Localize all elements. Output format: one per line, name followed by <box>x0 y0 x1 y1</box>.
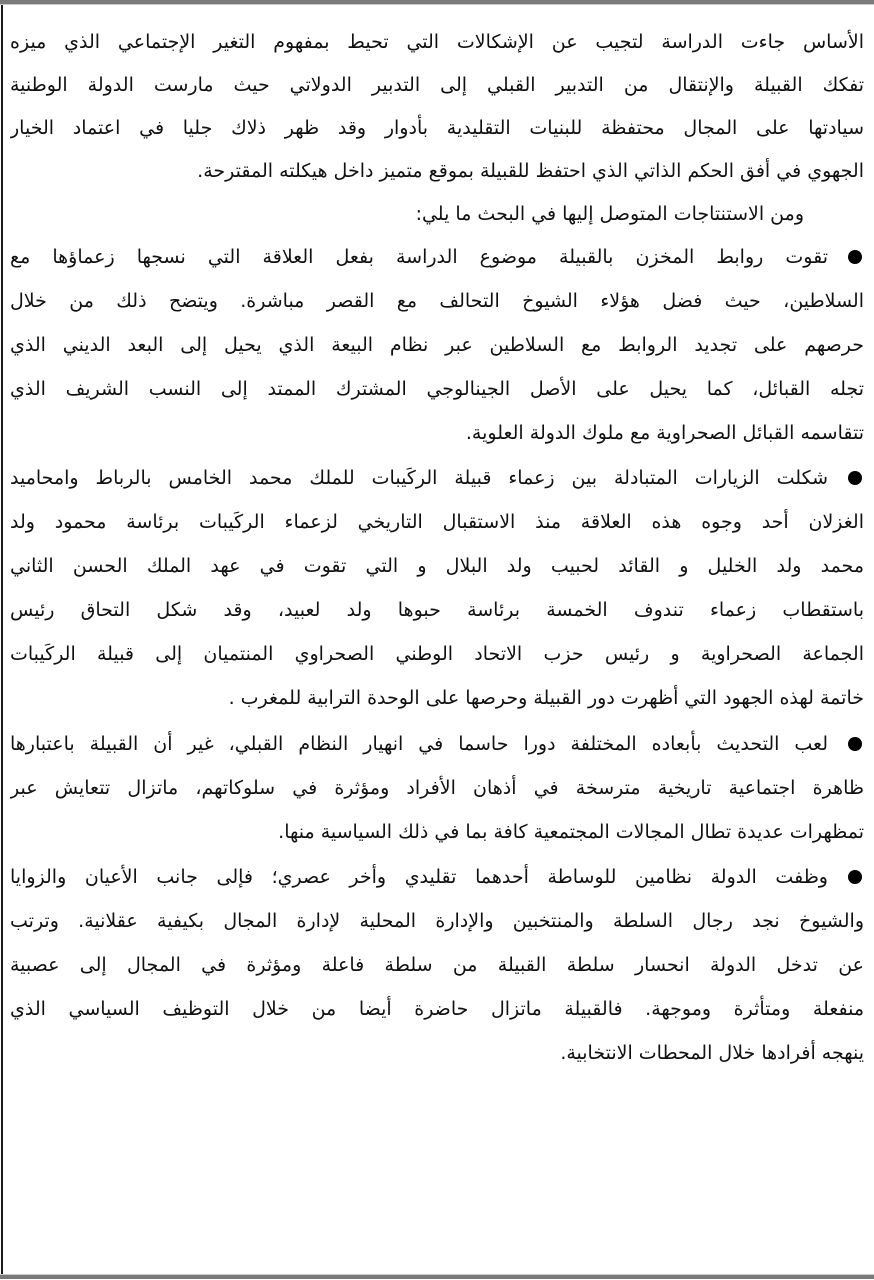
intro-line: تفكك القبيلة والإنتقال من التدبير القبلي إلى التدبير الدولاتي حيث مارست الدولة الوطنية <box>10 74 864 96</box>
bullet-line: تتقاسمه القبائل الصحراوية مع ملوك الدولة العلوية. <box>465 422 864 444</box>
bullet-line: خاتمة لهذه الجهود التي أظهرت دور القبيلة وحرصها على الوحدة الترابية للمغرب . <box>228 687 864 709</box>
bullet-line: باستقطاب زعماء تندوف الخمسة برئاسة حبوها ولد لعبيد، وقد شكل التحاق رئيس <box>10 599 864 621</box>
top-border-rule <box>0 0 874 5</box>
bullet-line: والشيوخ نجد رجال السلطة والمنتخبين والإدارة المحلية لإدارة المجال بكيفية عقلانية. وترتب <box>10 910 864 932</box>
bullet-line: ظاهرة اجتماعية تاريخية مترسخة في أذهان الأفراد ومؤثرة في سلوكاتهم، ماتزال تتعايش عبر <box>10 777 864 799</box>
intro-line: الجهوي في أفق الحكم الذاتي الذي احتفظ للقبيلة بموقع متميز داخل هيكلته المقترحة. <box>197 160 864 182</box>
bullet-line: شكلت الزيارات المتبادلة بين زعماء قبيلة الركَيبات للملك محمد الخامس بالرباط وامحاميد <box>10 467 828 489</box>
bullet-line: السلاطين، حيث فضل هؤلاء الشيوخ التحالف مع القصر مباشرة. ويتضح ذلك من خلال <box>10 290 864 312</box>
bullet-line: ينهجه أفرادها خلال المحطات الانتخابية. <box>560 1042 864 1064</box>
bullet-line: حرصهم على تجديد الروابط مع السلاطين عبر نظام البيعة الذي يحيل إلى البعد الديني الذي <box>10 334 864 356</box>
bullet-line: تمظهرات عديدة تطال المجالات المجتمعية كافة بما في ذلك السياسية منها. <box>278 821 864 843</box>
bullet-line: محمد ولد الخليل و القائد لحبيب ولد البلال و التي تقوت في عهد الملك الحسن الثاني <box>10 555 864 577</box>
conclusions-heading: ومن الاستنتاجات المتوصل إليها في البحث ما يلي: <box>415 203 804 225</box>
bullet-line: الجماعة الصحراوية و رئيس حزب الاتحاد الوطني الصحراوي المنتميان إلى قبيلة الركَيبات <box>10 643 864 665</box>
left-border-rule <box>1 5 3 1274</box>
bullet-line: تقوت روابط المخزن بالقبيلة موضوع الدراسة بفعل العلاقة التي نسجها زعماؤها مع <box>10 246 828 268</box>
bullet-line: وظفت الدولة نظامين للوساطة أحدهما تقليدي وأخر عصري؛ فإلى جانب الأعيان والزوايا <box>10 866 828 888</box>
intro-line: سيادتها على المجال محتفظة للبنيات التقليدية بأدوار وقد ظهر ذلاك جليا في اعتماد الخيار <box>10 117 864 139</box>
bullet-icon <box>848 471 862 485</box>
bottom-border-rule <box>0 1274 874 1279</box>
bullet-line: تجله القبائل، كما يحيل على الأصل الجينالوجي المشترك الممتد إلى النسب الشريف الذي <box>10 378 864 400</box>
bullet-line: الغزلان أحد وجوه هذه العلاقة منذ الاستقبال التاريخي لزعماء الركَيبات برئاسة محمود ولد <box>10 511 864 533</box>
bullet-line: لعب التحديث بأبعاده المختلفة دورا حاسما في انهيار النظام القبلي، غير أن القبيلة باعتبارها <box>10 733 828 755</box>
bullet-icon <box>848 870 862 884</box>
bullet-line: عن تدخل الدولة انحسار سلطة القبيلة من سلطة فاعلة ومؤثرة في المجال إلى عصبية <box>10 954 864 976</box>
intro-line: الأساس جاءت الدراسة لتجيب عن الإشكالات التي تحيط بمفهوم التغير الإجتماعي الذي ميزه <box>10 31 864 53</box>
bullet-line: منفعلة ومتأثرة وموجهة. فالقبيلة ماتزال حاضرة أيضا من خلال التوظيف السياسي الذي <box>10 998 864 1020</box>
bullet-icon <box>848 250 862 264</box>
bullet-icon <box>848 737 862 751</box>
